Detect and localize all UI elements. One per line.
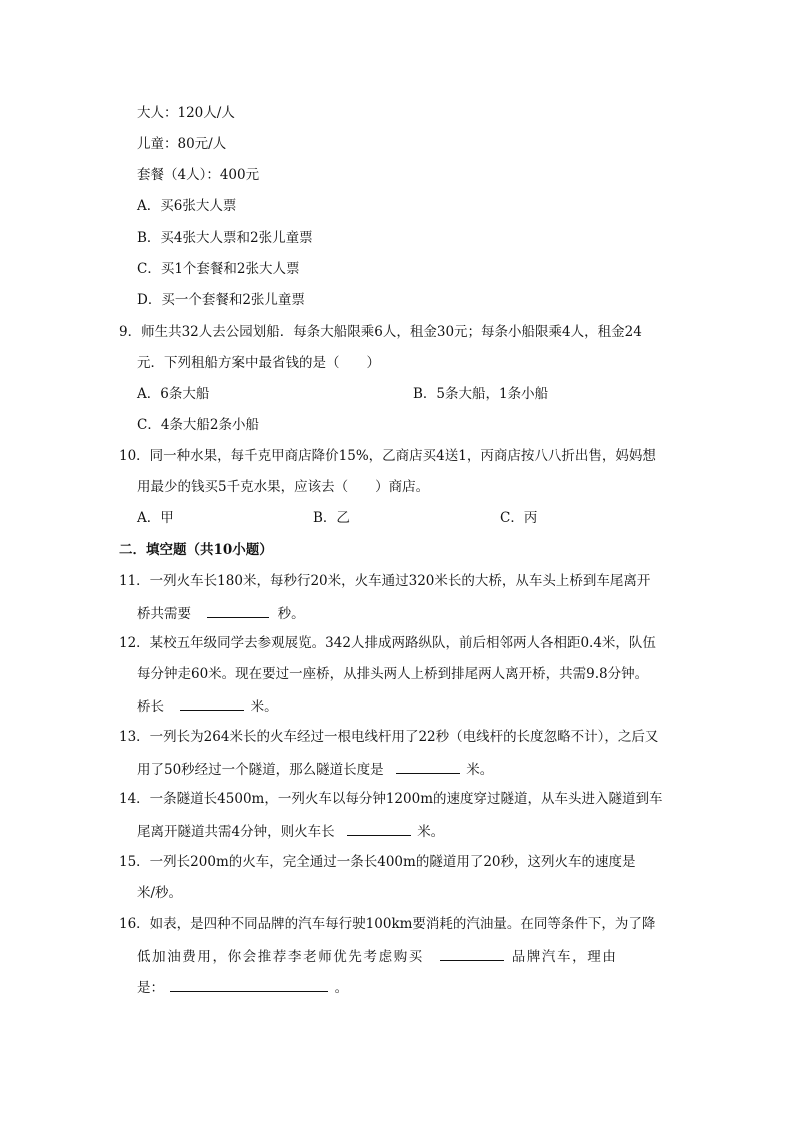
q12-text-post: 米。	[250, 699, 278, 715]
q16-brand-blank[interactable]	[440, 946, 504, 961]
q13-line-2	[137, 759, 493, 779]
q14-answer-blank[interactable]	[347, 821, 411, 836]
q10-option-c: C．丙	[500, 510, 538, 526]
q12-line-2: 每分钟走60米。现在要过一座桥，从排头两人上桥到排尾两人离开桥，共需9.8分钟。	[137, 666, 649, 682]
q8-option-a: A．买6张大人票	[137, 198, 237, 214]
q15-line-1: 15．一列长200m的火车，完全通过一条长400m的隧道用了20秒，这列火车的速度是	[119, 854, 636, 870]
q16-text-pre-2: 是：	[137, 980, 164, 996]
q14-line-1: 14．一条隧道长4500m，一列火车以每分钟1200m的速度穿过隧道，从车头进入隧道到车	[119, 791, 663, 807]
q9-line-2: 元．下列租船方案中最省钱的是（ ）	[137, 355, 380, 371]
q14-text-post: 米。	[417, 824, 445, 840]
q16-line-1: 16．如表，是四种不同品牌的汽车每行驶100km要消耗的汽油量。在同等条件下，为了降	[119, 916, 656, 932]
q11-line-2	[137, 603, 305, 623]
q16-line-2	[137, 946, 617, 966]
q8-option-b: B．买4张大人票和2张儿童票	[137, 230, 313, 246]
q16-line-3	[137, 977, 348, 997]
price-adult: 大人：120人/人	[137, 105, 235, 121]
q10-line-2: 用最少的钱买5千克水果，应该去（ ）商店。	[137, 479, 430, 495]
q9-option-c: C．4条大船2条小船	[137, 417, 260, 433]
q12-line-3	[137, 696, 278, 716]
q9-option-b: B．5条大船，1条小船	[413, 386, 549, 402]
q11-answer-blank[interactable]	[207, 603, 269, 618]
q9-line-1: 9．师生共32人去公园划船．每条大船限乘6人，租金30元；每条小船限乘4人，租金24	[119, 324, 642, 340]
q14-line-2	[137, 821, 444, 841]
q16-text-post: 品牌汽车，理由	[511, 949, 618, 965]
section-heading-fill-in: 二．填空题（共10小题）	[119, 542, 273, 558]
q8-option-c: C．买1个套餐和2张大人票	[137, 261, 300, 277]
q11-line-1: 11．一列火车长180米，每秒行20米，火车通过320米长的大桥，从车头上桥到车尾离开	[119, 573, 651, 589]
q16-text-pre: 低加油费用，你会推荐李老师优先考虑购买	[137, 949, 424, 965]
q11-text-post: 秒。	[277, 606, 305, 622]
q14-text-pre: 尾离开隧道共需4分钟，则火车长	[137, 824, 335, 840]
q13-text-pre: 用了50秒经过一个隧道，那么隧道长度是	[137, 762, 384, 778]
q10-line-1: 10．同一种水果，每千克甲商店降价15%，乙商店买4送1，丙商店按八八折出售，妈妈想	[119, 448, 656, 464]
q16-text-post-2: 。	[334, 980, 349, 996]
q12-line-1: 12．某校五年级同学去参观展览。342人排成两路纵队，前后相邻两人各相距0.4米，队伍	[119, 635, 656, 651]
q8-option-d: D．买一个套餐和2张儿童票	[137, 292, 305, 308]
q12-text-pre: 桥长	[137, 699, 164, 715]
price-package: 套餐（4人）：400元	[137, 167, 260, 183]
q13-answer-blank[interactable]	[396, 759, 460, 774]
q16-reason-blank[interactable]	[170, 977, 328, 992]
q13-line-1: 13．一列长为264米长的火车经过一根电线杆用了22秒（电线杆的长度忽略不计），之后又	[119, 729, 659, 745]
q10-option-a: A．甲	[137, 510, 174, 526]
q12-answer-blank[interactable]	[180, 696, 244, 711]
price-child: 儿童：80元/人	[137, 136, 227, 152]
q11-text-pre: 桥共需要	[137, 606, 191, 622]
q13-text-post: 米。	[466, 762, 494, 778]
q10-option-b: B．乙	[313, 510, 350, 526]
q15-line-2: 米/秒。	[137, 885, 183, 901]
q9-option-a: A．6条大船	[137, 386, 210, 402]
